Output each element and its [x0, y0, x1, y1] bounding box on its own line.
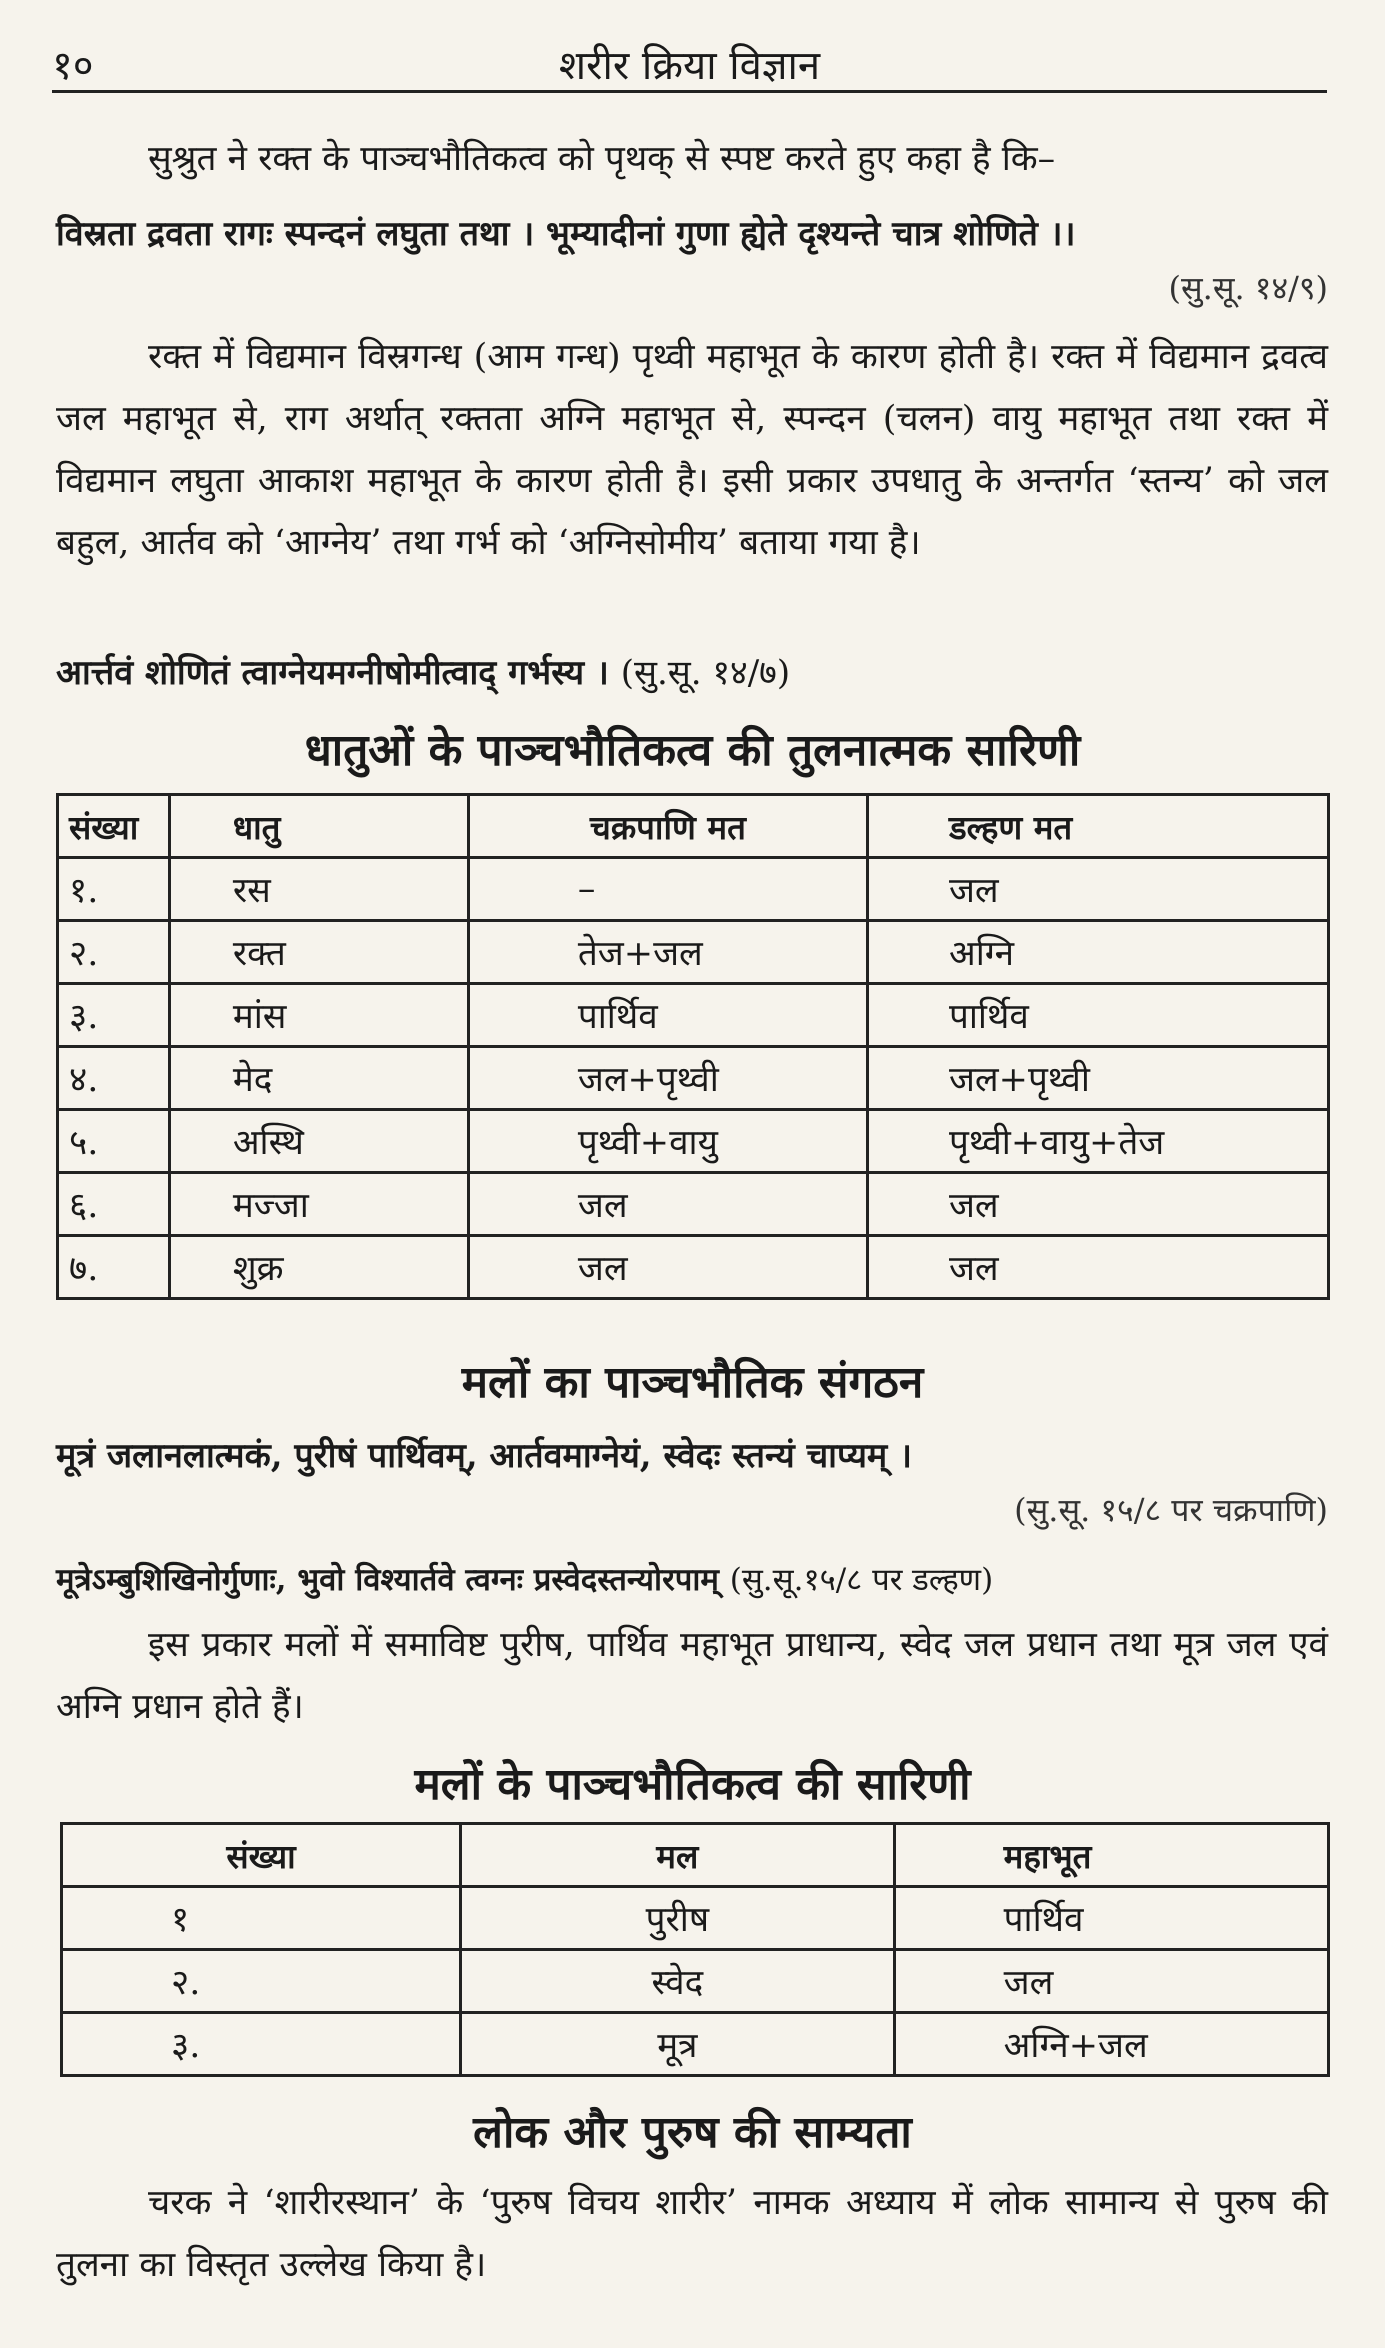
table-cell: २. [62, 1950, 461, 2013]
verse-2 [56, 643, 1328, 703]
table-row [58, 1236, 1329, 1299]
verse-2-text: आर्त्तवं शोणितं त्वाग्नेयमग्नीषोमीत्वाद् गर्भस्य । [56, 653, 609, 693]
table-cell: जल+पृथ्वी [867, 1047, 1328, 1110]
table-cell: अग्नि+जल [894, 2013, 1328, 2076]
table-cell: जल [867, 1173, 1328, 1236]
table-cell: अस्थि [169, 1110, 468, 1173]
column-header: चक्रपाणि मत [468, 795, 867, 858]
table-cell: १ [62, 1887, 461, 1950]
table-row [62, 2013, 1329, 2076]
verse-1-reference: (सु.सू. १४/९) [1168, 269, 1328, 307]
table-cell: रक्त [169, 921, 468, 984]
table-cell: मूत्र [461, 2013, 895, 2076]
table-header-row [58, 795, 1329, 858]
table-cell: पार्थिव [894, 1887, 1328, 1950]
table-cell: जल [894, 1950, 1328, 2013]
table-cell: पार्थिव [468, 984, 867, 1047]
table-cell: ६. [58, 1173, 170, 1236]
section2-verse: मूत्रं जलानलात्मकं, पुरीषं पार्थिवम्, आर्तवमाग्नेयं, स्वेदः स्तन्यं चाप्यम् । [56, 1436, 912, 1476]
table-cell: ७. [58, 1236, 170, 1299]
table-cell: ५. [58, 1110, 170, 1173]
table-cell: पृथ्वी+वायु [468, 1110, 867, 1173]
table-row [58, 1173, 1329, 1236]
table-cell: जल [468, 1173, 867, 1236]
table-cell: पृथ्वी+वायु+तेज [867, 1110, 1328, 1173]
table-cell: जल [867, 1236, 1328, 1299]
table-cell: ४. [58, 1047, 170, 1110]
column-header: संख्या [58, 795, 170, 858]
table-row [62, 1887, 1329, 1950]
section2-verse-b-reference: (सु.सू.१५/८ पर डल्हण) [729, 1562, 994, 1598]
table-row [58, 1047, 1329, 1110]
table2-title: मलों के पाञ्चभौतिकत्व की सारिणी [414, 1759, 971, 1810]
table-cell: १. [58, 858, 170, 921]
table-cell: – [468, 858, 867, 921]
table-cell: मांस [169, 984, 468, 1047]
intro-paragraph: सुश्रुत ने रक्त के पाञ्चभौतिकत्व को पृथक् से स्पष्ट करते हुए कहा है कि– [148, 139, 1056, 179]
table-cell: जल+पृथ्वी [468, 1047, 867, 1110]
column-header: संख्या [62, 1824, 461, 1887]
mala-table [60, 1822, 1330, 2077]
verse-1: विस्रता द्रवता रागः स्पन्दनं लघुता तथा । भूम्यादीनां गुणा ह्येते दृश्यन्ते चात्र शोणिते ।। [56, 214, 1076, 254]
table-row [58, 858, 1329, 921]
table-header-row [62, 1824, 1329, 1887]
table-cell: ३. [58, 984, 170, 1047]
table-cell: मेद [169, 1047, 468, 1110]
table-cell: जल [468, 1236, 867, 1299]
table-cell: पार्थिव [867, 984, 1328, 1047]
table-cell: ३. [62, 2013, 461, 2076]
table-row [58, 984, 1329, 1047]
section2-heading: मलों का पाञ्चभौतिक संगठन [461, 1357, 924, 1408]
section2-verse-b-text: मूत्रेऽम्बुशिखिनोर्गुणाः, भुवो विश्यार्तवे त्वग्नः प्रस्वेदस्तन्योरपाम् [56, 1562, 719, 1598]
section2-verse-reference: (सु.सू. १५/८ पर चक्रपाणि) [1014, 1491, 1328, 1529]
section3-paragraph: चरक ने ‘शारीरस्थान’ के ‘पुरुष विचय शारीर’ नामक अध्याय में लोक सामान्य से पुरुष की तुलना का विस्तृत उल्लेख किया है। [56, 2183, 1328, 2285]
table-cell: मज्जा [169, 1173, 468, 1236]
table-cell: जल [867, 858, 1328, 921]
table-cell: शुक्र [169, 1236, 468, 1299]
table-cell: २. [58, 921, 170, 984]
section2-verse-b [56, 1550, 1328, 1610]
table-row [58, 921, 1329, 984]
column-header: मल [461, 1824, 895, 1887]
table-cell: तेज+जल [468, 921, 867, 984]
section2-paragraph: इस प्रकार मलों में समाविष्ट पुरीष, पार्थिव महाभूत प्राधान्य, स्वेद जल प्रधान तथा मूत्र जल एवं अग्नि प्रधान होते हैं। [56, 1625, 1328, 1727]
table-cell: रस [169, 858, 468, 921]
table-cell: पुरीष [461, 1887, 895, 1950]
table-cell: स्वेद [461, 1950, 895, 2013]
page-header [52, 30, 1327, 93]
paragraph-1: रक्त में विद्यमान विस्रगन्ध (आम गन्ध) पृथ्वी महाभूत के कारण होती है। रक्त में विद्यमान द्रवत्व जल महाभूत से, राग अर्थात् रक्तता अग्नि महाभूत से, स्पन्दन (चलन) वायु महाभूत तथा रक्त में विद्यमान लघुता आकाश महाभूत के कारण होती है। इसी प्रकार उपधातु के अन्तर्गत ‘स्तन्य’ को जल बहुल, आर्तव को ‘आग्नेय’ तथा गर्भ को ‘अग्निसोमीय’ बताया गया है। [56, 337, 1328, 563]
table-row [62, 1950, 1329, 2013]
column-header: डल्हण मत [867, 795, 1328, 858]
table-row [58, 1110, 1329, 1173]
verse-2-reference: (सु.सू. १४/७) [620, 653, 791, 693]
section3-heading: लोक और पुरुष की साम्यता [473, 2107, 912, 2158]
dhatu-comparison-table [56, 793, 1330, 1300]
table-cell: अग्नि [867, 921, 1328, 984]
column-header: धातु [169, 795, 468, 858]
running-title: शरीर क्रिया विज्ञान [558, 43, 821, 89]
page-number: १० [52, 43, 94, 89]
table1-title: धातुओं के पाञ्चभौतिकत्व की तुलनात्मक सारिणी [304, 725, 1081, 776]
column-header: महाभूत [894, 1824, 1328, 1887]
